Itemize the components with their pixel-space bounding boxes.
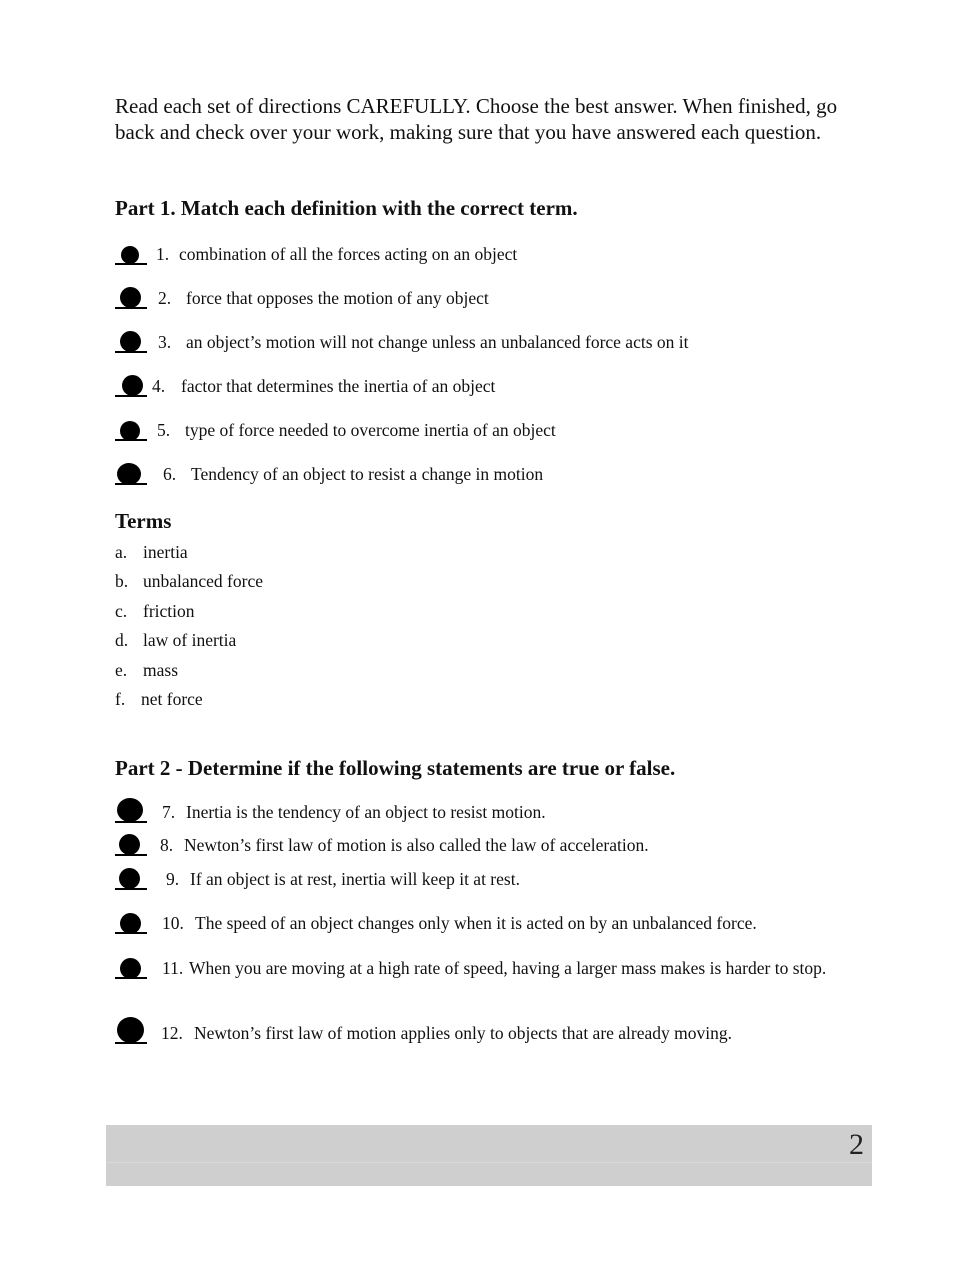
question-number: 12. [161,1023,183,1043]
answer-blank-10[interactable] [115,912,147,934]
question-text: Newton’s first law of motion is also called the law of acceleration. [184,835,649,855]
question-number: 2. [158,288,172,308]
redaction-mark [120,958,141,979]
question-number: 4. [152,376,166,396]
redaction-mark [120,421,140,441]
redaction-mark [117,463,141,485]
question-text: factor that determines the inertia of an object [181,376,496,396]
answer-blank-11[interactable] [115,957,147,979]
question-number: 7. [162,802,176,822]
question-number: 1. [156,244,170,264]
answer-blank-2[interactable] [115,287,147,309]
answer-blank-12[interactable] [115,1022,147,1044]
term-letter: f. [115,689,126,709]
term-text: net force [141,689,203,709]
term-letter: d. [115,630,129,650]
question-text: type of force needed to overcome inertia of an object [185,420,556,440]
footer-bar [106,1125,872,1186]
term-item [115,541,188,563]
term-item [115,688,203,710]
question-text: an object’s motion will not change unless an unbalanced force acts on it [186,332,689,352]
answer-blank-3[interactable] [115,331,147,353]
answer-blank-8[interactable] [115,834,147,856]
term-text: mass [143,660,178,680]
term-letter: c. [115,601,128,621]
question-text: Newton’s first law of motion applies only to objects that are already moving. [194,1023,733,1043]
term-text: inertia [143,542,188,562]
answer-blank-1[interactable] [115,243,147,265]
directions-text: Read each set of directions CAREFULLY. Choose the best answer. When finished, go back and check over your work, making sure that you have answered each question. [115,94,838,144]
question-text: combination of all the forces acting on an object [179,244,518,264]
redaction-mark [119,834,140,855]
part2-heading: Part 2 - Determine if the following statements are true or false. [115,756,676,780]
answer-blank-5[interactable] [115,419,147,441]
question-text: Tendency of an object to resist a change in motion [191,464,544,484]
question-number: 8. [160,835,174,855]
question-text: Inertia is the tendency of an object to resist motion. [186,802,546,822]
term-item [115,570,263,592]
question-number: 6. [163,464,177,484]
redaction-mark [117,1017,144,1043]
page-number: 2 [849,1128,864,1161]
answer-blank-6[interactable] [115,463,147,485]
question-number: 10. [162,913,184,933]
question-number: 11. [162,958,184,978]
term-letter: a. [115,542,128,562]
terms-heading: Terms [115,509,172,533]
term-item [115,629,236,651]
redaction-mark [120,913,141,934]
question-text: The speed of an object changes only when it is acted on by an unbalanced force. [195,913,757,933]
term-letter: e. [115,660,128,680]
question-number: 9. [166,869,180,889]
term-item [115,659,178,681]
footer-divider [106,1162,872,1163]
answer-blank-7[interactable] [115,801,147,823]
redaction-mark [122,375,143,396]
term-letter: b. [115,571,129,591]
answer-blank-9[interactable] [115,868,147,890]
redaction-mark [120,331,141,352]
redaction-mark [119,868,140,889]
term-item [115,600,195,622]
redaction-mark [121,246,139,264]
question-number: 3. [158,332,172,352]
term-text: friction [143,601,195,621]
redaction-mark [120,287,141,308]
term-text: unbalanced force [143,571,263,591]
part1-heading: Part 1. Match each definition with the correct term. [115,196,578,220]
redaction-mark [117,798,143,822]
question-text: force that opposes the motion of any object [186,288,489,308]
question-number: 5. [157,420,171,440]
term-text: law of inertia [143,630,237,650]
answer-blank-4[interactable] [115,375,147,397]
question-text: If an object is at rest, inertia will keep it at rest. [190,869,520,889]
question-text: When you are moving at a high rate of speed, having a larger mass makes is harder to stop. [189,958,827,978]
